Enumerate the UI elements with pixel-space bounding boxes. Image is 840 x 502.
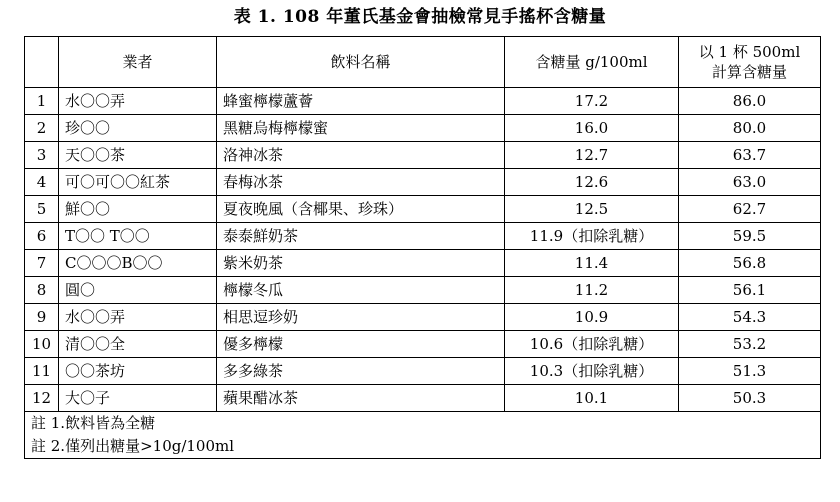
row-sugar-per-cup: 80.0 [679,115,821,142]
table-row [25,142,821,169]
row-vendor: 大〇子 [59,385,217,412]
row-sugar-per-cup: 53.2 [679,331,821,358]
header-sugar-per-100ml: 含糖量 g/100ml [505,37,679,88]
row-number: 2 [25,115,59,142]
row-sugar-per-100ml: 10.6（扣除乳糖） [505,331,679,358]
row-number: 8 [25,277,59,304]
row-vendor: 水〇〇弄 [59,304,217,331]
row-number: 6 [25,223,59,250]
row-number: 7 [25,250,59,277]
row-drink-name: 蜂蜜檸檬蘆薈 [217,88,505,115]
row-drink-name: 相思逗珍奶 [217,304,505,331]
header-sugar-per-cup-line1: 以 1 杯 500ml [698,43,801,61]
table-row [25,169,821,196]
row-sugar-per-100ml: 12.6 [505,169,679,196]
header-sugar-per-cup [679,37,821,88]
row-vendor: 〇〇茶坊 [59,358,217,385]
note-1: 註 1.飲料皆為全糖 [31,414,156,432]
row-sugar-per-100ml: 11.4 [505,250,679,277]
table-title: 表 1. 108 年董氏基金會抽檢常見手搖杯含糖量 [233,7,607,27]
row-drink-name: 多多綠茶 [217,358,505,385]
row-sugar-per-cup: 56.1 [679,277,821,304]
row-drink-name: 春梅冰茶 [217,169,505,196]
sugar-content-table [24,36,821,459]
table-header-row [25,37,821,88]
table-row [25,331,821,358]
row-number: 10 [25,331,59,358]
row-sugar-per-100ml: 11.9（扣除乳糖） [505,223,679,250]
table-row [25,250,821,277]
row-vendor: 可〇可〇〇紅茶 [59,169,217,196]
table-row [25,223,821,250]
row-sugar-per-100ml: 16.0 [505,115,679,142]
row-vendor: 清〇〇全 [59,331,217,358]
row-number: 11 [25,358,59,385]
row-vendor: 珍〇〇 [59,115,217,142]
table-row [25,277,821,304]
table-notes [25,412,821,459]
row-number: 3 [25,142,59,169]
row-sugar-per-100ml: 11.2 [505,277,679,304]
row-sugar-per-cup: 56.8 [679,250,821,277]
row-number: 4 [25,169,59,196]
row-sugar-per-cup: 50.3 [679,385,821,412]
row-drink-name: 紫米奶茶 [217,250,505,277]
row-sugar-per-100ml: 10.1 [505,385,679,412]
row-sugar-per-cup: 54.3 [679,304,821,331]
row-drink-name: 檸檬冬瓜 [217,277,505,304]
note-2: 註 2.僅列出糖量>10g/100ml [31,437,235,455]
header-number [25,37,59,88]
row-sugar-per-cup: 63.7 [679,142,821,169]
row-sugar-per-100ml: 12.5 [505,196,679,223]
row-drink-name: 優多檸檬 [217,331,505,358]
row-vendor: T〇〇 T〇〇 [59,223,217,250]
row-vendor: 水〇〇弄 [59,88,217,115]
row-sugar-per-100ml: 10.9 [505,304,679,331]
row-sugar-per-cup: 63.0 [679,169,821,196]
row-vendor: 圓〇 [59,277,217,304]
row-sugar-per-cup: 86.0 [679,88,821,115]
row-drink-name: 黑糖烏梅檸檬蜜 [217,115,505,142]
table-row [25,115,821,142]
row-sugar-per-100ml: 17.2 [505,88,679,115]
row-drink-name: 泰泰鮮奶茶 [217,223,505,250]
row-drink-name: 夏夜晚風（含椰果、珍珠） [217,196,505,223]
table-row [25,385,821,412]
row-sugar-per-100ml: 12.7 [505,142,679,169]
table-notes-row [25,412,821,459]
row-drink-name: 洛神冰茶 [217,142,505,169]
table-row [25,358,821,385]
row-number: 1 [25,88,59,115]
table-body [25,88,821,459]
header-sugar-per-cup-line2: 計算含糖量 [711,63,787,81]
row-vendor: 鮮〇〇 [59,196,217,223]
row-sugar-per-cup: 59.5 [679,223,821,250]
table-row [25,88,821,115]
table-row [25,196,821,223]
header-drink-name: 飲料名稱 [217,37,505,88]
table-row [25,304,821,331]
row-drink-name: 蘋果醋冰茶 [217,385,505,412]
row-sugar-per-cup: 62.7 [679,196,821,223]
row-sugar-per-100ml: 10.3（扣除乳糖） [505,358,679,385]
row-vendor: C〇〇〇B〇〇 [59,250,217,277]
row-sugar-per-cup: 51.3 [679,358,821,385]
row-vendor: 天〇〇茶 [59,142,217,169]
row-number: 12 [25,385,59,412]
row-number: 5 [25,196,59,223]
header-vendor: 業者 [59,37,217,88]
row-number: 9 [25,304,59,331]
